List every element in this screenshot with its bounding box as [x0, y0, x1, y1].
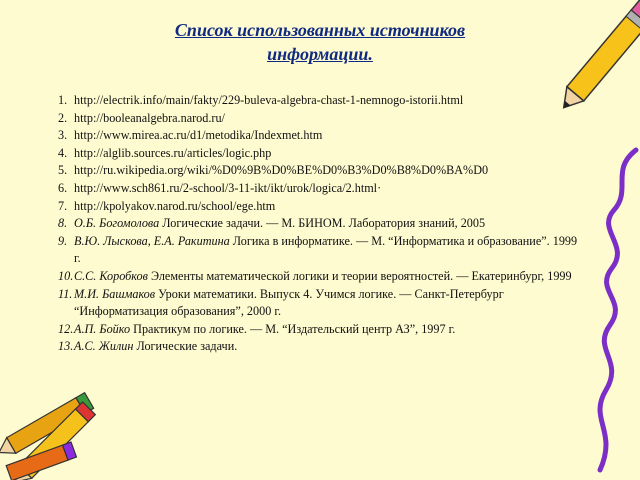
- list-item: [58, 215, 583, 233]
- item-text: http://ru.wikipedia.org/wiki/%D0%9B%D0%BE%D0%B3%D0%B8%D0%BA%D0: [74, 163, 489, 178]
- list-item: [58, 92, 583, 110]
- item-author: М.И. Башмаков: [74, 286, 156, 301]
- item-number: 13.: [58, 339, 74, 354]
- item-text: Логические задачи. — М. БИНОМ. Лаборатория знаний, 2005: [159, 216, 486, 231]
- item-number: 2.: [58, 110, 68, 125]
- item-author: О.Б. Богомолова: [74, 216, 160, 231]
- list-item: [58, 268, 583, 286]
- item-text: http://electrik.info/main/fakty/229-buleva-algebra-chast-1-nemnogo-istorii.html: [74, 93, 464, 107]
- item-author: А.П. Бойко: [74, 321, 131, 336]
- page-title: Список использованных источников информации.: [174, 20, 466, 64]
- list-item: [58, 145, 583, 163]
- item-number: 8.: [58, 216, 68, 231]
- item-text: http://booleanalgebra.narod.ru/: [74, 110, 225, 125]
- item-text: http://www.sch861.ru/2-school/3-11-ikt/ikt/urok/logica/2.html·: [74, 180, 382, 195]
- item-author: С.С. Коробков: [74, 268, 148, 283]
- list-item: [58, 180, 583, 198]
- list-item: [58, 338, 583, 356]
- item-number: 6.: [58, 180, 68, 195]
- item-author: В.Ю. Лыскова, Е.А. Ракитина: [74, 233, 230, 248]
- item-text: Логические задачи.: [133, 339, 238, 354]
- item-number: 11.: [58, 286, 73, 301]
- list-item: [58, 233, 583, 268]
- list-item: [58, 286, 583, 321]
- item-number: 7.: [58, 198, 68, 213]
- pencil-decoration-right: [540, 0, 640, 480]
- item-number: 4.: [58, 145, 68, 160]
- sources-list: [58, 92, 583, 356]
- item-number: 9.: [58, 233, 68, 248]
- item-number: 10.: [58, 268, 74, 283]
- item-number: 3.: [58, 128, 68, 143]
- purple-squiggle: [600, 150, 636, 470]
- item-text: Логика в информатике. — М. “Информатика и образование”. 1999 г.: [74, 233, 578, 266]
- pencil-body: [567, 10, 640, 101]
- item-author: А.С. Жилин: [74, 339, 134, 354]
- list-item: [58, 110, 583, 128]
- item-text: http://alglib.sources.ru/articles/logic.php: [74, 145, 272, 160]
- pencils-decoration-left: [0, 370, 120, 480]
- list-item: [58, 321, 583, 339]
- item-number: 5.: [58, 163, 68, 178]
- item-number: 1.: [58, 93, 68, 107]
- item-text: Уроки математики. Выпуск 4. Учимся логике. — Санкт-Петербург “Информатизация образования”, 2000 г.: [74, 286, 504, 319]
- list-item: [58, 127, 583, 145]
- item-text: Практикум по логике. — М. “Издательский центр АЗ”, 1997 г.: [130, 321, 456, 336]
- list-item: [58, 162, 583, 180]
- list-item: [58, 198, 583, 216]
- item-text: http://kpolyakov.narod.ru/school/ege.htm: [74, 198, 276, 213]
- item-text: Элементы математической логики и теории вероятностей. — Екатеринбург, 1999: [147, 268, 572, 283]
- item-text: http://www.mirea.ac.ru/d1/metodika/Indexmet.htm: [74, 128, 323, 143]
- item-number: 12.: [58, 321, 74, 336]
